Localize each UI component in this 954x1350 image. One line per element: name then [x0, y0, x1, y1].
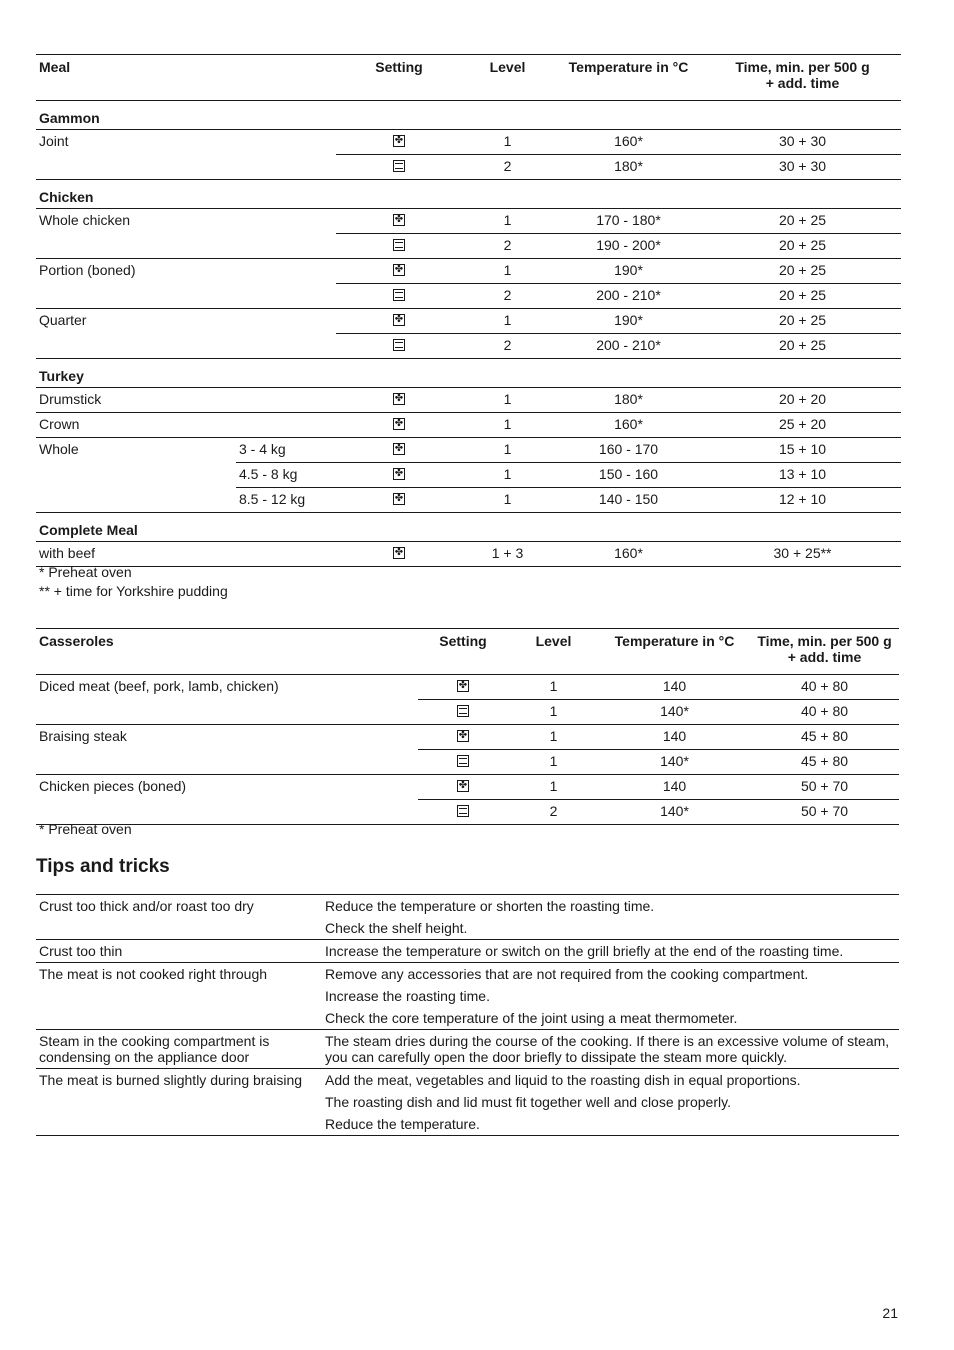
time-cell: 12 + 10 — [704, 488, 901, 513]
temp-cell: 140 — [599, 675, 750, 700]
meal-label: Drumstick — [36, 388, 336, 413]
meal-label: Diced meat (beef, pork, lamb, chicken) — [36, 675, 418, 725]
col-header-level: Level — [508, 629, 599, 675]
solution-text: Reduce the temperature or shorten the roasting time. — [322, 895, 899, 918]
time-cell: 30 + 25** — [704, 542, 901, 567]
temp-cell: 140* — [599, 750, 750, 775]
time-cell: 20 + 25 — [704, 334, 901, 359]
level-cell: 1 — [508, 700, 599, 725]
footnote-preheat-casserole: * Preheat oven — [39, 821, 132, 837]
col-header-temperature: Temperature in °C — [553, 55, 704, 101]
hot-air-fan-icon — [393, 468, 405, 480]
hot-air-fan-icon — [393, 214, 405, 226]
temp-cell: 200 - 210* — [553, 284, 704, 309]
time-cell: 20 + 25 — [704, 209, 901, 234]
top-bottom-heat-icon — [393, 160, 405, 172]
section-title: Tips and tricks — [36, 856, 170, 877]
meal-label: Quarter — [36, 309, 336, 359]
hot-air-fan-icon — [393, 418, 405, 430]
solution-text: Reduce the temperature. — [325, 1116, 480, 1132]
level-cell: 2 — [462, 334, 553, 359]
temp-cell: 160 - 170 — [553, 438, 704, 463]
time-cell: 30 + 30 — [704, 130, 901, 155]
col-header-casseroles: Casseroles — [36, 629, 418, 675]
temp-cell: 140 — [599, 775, 750, 800]
problem-text: The meat is not cooked right through — [36, 963, 322, 1030]
page-number: 21 — [882, 1305, 898, 1321]
top-bottom-heat-icon — [393, 339, 405, 351]
temp-cell: 160* — [553, 542, 704, 567]
col-header-setting: Setting — [336, 55, 462, 101]
time-cell: 45 + 80 — [750, 750, 899, 775]
temp-cell: 150 - 160 — [553, 463, 704, 488]
col-header-time: Time, min. per 500 g + add. time — [704, 55, 901, 101]
time-cell: 20 + 25 — [704, 259, 901, 284]
level-cell: 1 — [508, 675, 599, 700]
hot-air-fan-icon — [393, 493, 405, 505]
solution-text: The roasting dish and lid must fit together well and close properly. — [325, 1094, 731, 1110]
temp-cell: 160* — [553, 413, 704, 438]
solution-text: Check the shelf height. — [325, 920, 468, 936]
temp-cell: 140* — [599, 800, 750, 825]
level-cell: 2 — [462, 155, 553, 180]
solution-text: Check the core temperature of the joint using a meat thermometer. — [325, 1010, 738, 1026]
hot-air-fan-icon — [393, 314, 405, 326]
time-cell: 20 + 25 — [704, 284, 901, 309]
top-bottom-heat-icon — [393, 239, 405, 251]
level-cell: 1 — [462, 413, 553, 438]
solution-text: Increase the temperature or switch on the grill briefly at the end of the roasting time. — [322, 940, 899, 963]
temp-cell: 180* — [553, 388, 704, 413]
weight-cell: 8.5 - 12 kg — [236, 488, 336, 513]
time-cell: 13 + 10 — [704, 463, 901, 488]
solution-text: Add the meat, vegetables and liquid to the roasting dish in equal proportions. — [322, 1069, 899, 1092]
temp-cell: 190* — [553, 309, 704, 334]
problem-text: The meat is burned slightly during braising — [36, 1069, 322, 1136]
col-header-temperature: Temperature in °C — [599, 629, 750, 675]
hot-air-fan-icon — [393, 393, 405, 405]
time-cell: 20 + 25 — [704, 309, 901, 334]
col-header-time: Time, min. per 500 g + add. time — [750, 629, 899, 675]
time-cell: 30 + 30 — [704, 155, 901, 180]
solution-text: Remove any accessories that are not required from the cooking compartment. — [322, 963, 899, 986]
hot-air-fan-icon — [393, 443, 405, 455]
tips-table — [36, 894, 899, 1136]
meal-label: Joint — [36, 130, 336, 180]
hot-air-fan-icon — [393, 264, 405, 276]
time-cell: 50 + 70 — [750, 775, 899, 800]
temp-cell: 170 - 180* — [553, 209, 704, 234]
problem-text: Crust too thick and/or roast too dry — [36, 895, 322, 940]
hot-air-fan-icon — [393, 547, 405, 559]
meal-label: Whole — [36, 438, 236, 513]
level-cell: 2 — [462, 284, 553, 309]
level-cell: 1 — [462, 130, 553, 155]
temp-cell: 140 — [599, 725, 750, 750]
hot-air-fan-icon — [457, 730, 469, 742]
group-turkey: Turkey — [36, 359, 901, 388]
col-header-setting: Setting — [418, 629, 508, 675]
time-cell: 45 + 80 — [750, 725, 899, 750]
weight-cell: 4.5 - 8 kg — [236, 463, 336, 488]
footnote-preheat: * Preheat oven — [39, 564, 132, 580]
weight-cell: 3 - 4 kg — [236, 438, 336, 463]
top-bottom-heat-icon — [457, 755, 469, 767]
time-cell: 25 + 20 — [704, 413, 901, 438]
group-chicken: Chicken — [36, 180, 901, 209]
time-cell: 40 + 80 — [750, 675, 899, 700]
solution-text: The steam dries during the course of the cooking. If there is an excessive volume of steam, you can carefully open the door briefly to dissipate the steam more quickly. — [322, 1030, 899, 1069]
level-cell: 1 — [462, 259, 553, 284]
level-cell: 1 — [462, 209, 553, 234]
level-cell: 2 — [508, 800, 599, 825]
footnote-yorkshire: ** + time for Yorkshire pudding — [39, 583, 228, 599]
col-header-meal: Meal — [36, 55, 336, 101]
time-cell: 20 + 20 — [704, 388, 901, 413]
temp-cell: 190* — [553, 259, 704, 284]
level-cell: 2 — [462, 234, 553, 259]
level-cell: 1 — [508, 750, 599, 775]
level-cell: 1 — [462, 388, 553, 413]
meal-label: with beef — [36, 542, 336, 567]
time-cell: 50 + 70 — [750, 800, 899, 825]
top-bottom-heat-icon — [457, 805, 469, 817]
time-cell: 15 + 10 — [704, 438, 901, 463]
meal-label: Whole chicken — [36, 209, 336, 259]
group-gammon: Gammon — [36, 101, 901, 130]
temp-cell: 200 - 210* — [553, 334, 704, 359]
time-cell: 20 + 25 — [704, 234, 901, 259]
problem-text: Crust too thin — [36, 940, 322, 963]
level-cell: 1 — [462, 309, 553, 334]
top-bottom-heat-icon — [393, 289, 405, 301]
top-bottom-heat-icon — [457, 705, 469, 717]
level-cell: 1 — [508, 775, 599, 800]
temp-cell: 140 - 150 — [553, 488, 704, 513]
problem-text: Steam in the cooking compartment is condensing on the appliance door — [36, 1030, 322, 1069]
meal-label: Portion (boned) — [36, 259, 336, 309]
hot-air-fan-icon — [457, 680, 469, 692]
temp-cell: 160* — [553, 130, 704, 155]
meal-label: Crown — [36, 413, 336, 438]
hot-air-fan-icon — [457, 780, 469, 792]
hot-air-fan-icon — [393, 135, 405, 147]
temp-cell: 190 - 200* — [553, 234, 704, 259]
col-header-level: Level — [462, 55, 553, 101]
temp-cell: 180* — [553, 155, 704, 180]
level-cell: 1 — [462, 438, 553, 463]
temp-cell: 140* — [599, 700, 750, 725]
solution-text: Increase the roasting time. — [325, 988, 490, 1004]
roasting-table — [36, 54, 901, 567]
group-complete-meal: Complete Meal — [36, 513, 901, 542]
level-cell: 1 + 3 — [462, 542, 553, 567]
meal-label: Braising steak — [36, 725, 418, 775]
meal-label: Chicken pieces (boned) — [36, 775, 418, 825]
level-cell: 1 — [508, 725, 599, 750]
time-cell: 40 + 80 — [750, 700, 899, 725]
level-cell: 1 — [462, 463, 553, 488]
casserole-table — [36, 628, 899, 825]
level-cell: 1 — [462, 488, 553, 513]
